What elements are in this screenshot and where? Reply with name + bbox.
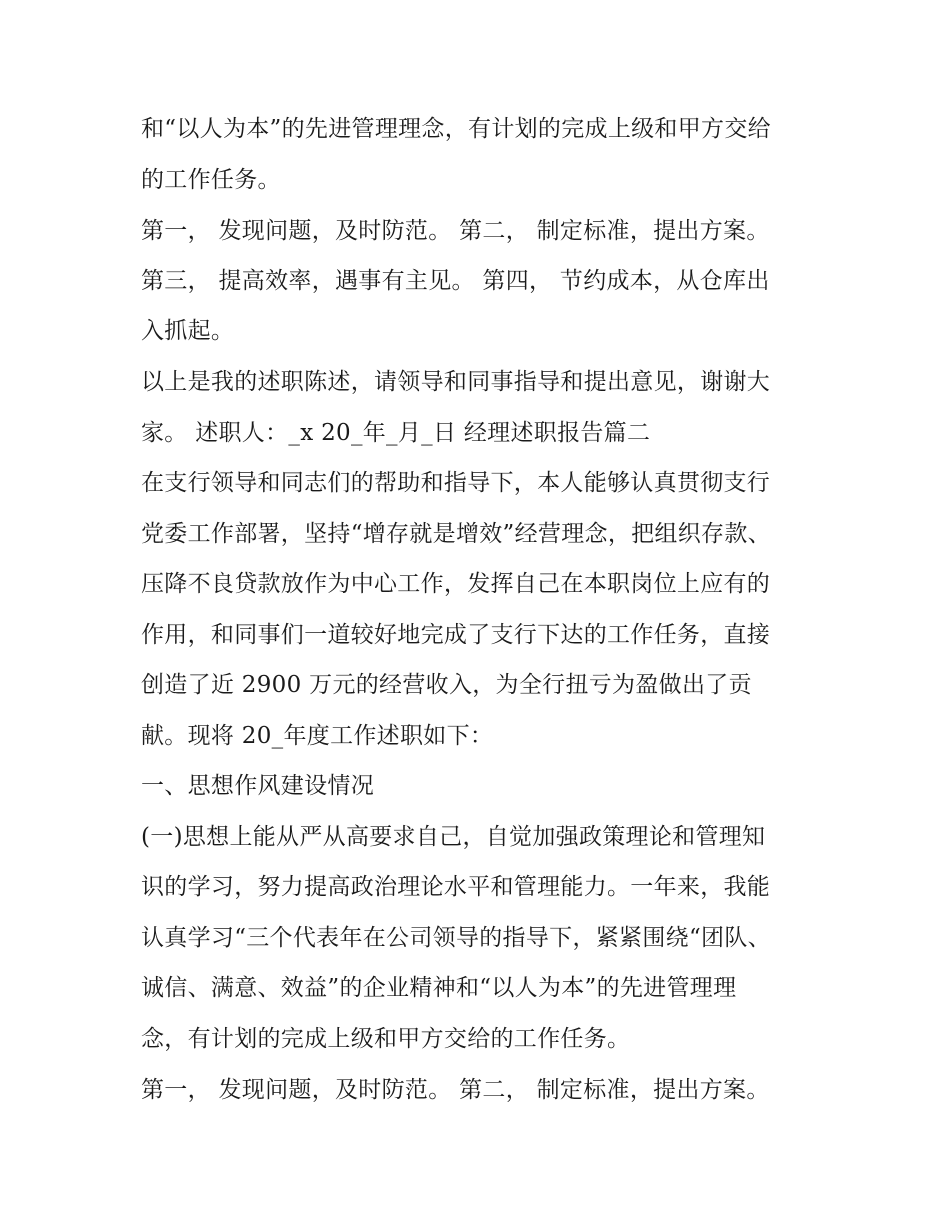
text-line: 念，有计划的完成上级和甲方交给的工作任务。 (141, 1026, 631, 1052)
text-line: 党委工作部署，坚持“增存就是增效”经营理念，把组织存款、 (141, 521, 771, 547)
text-line: 第一， 发现问题，及时防范。 第二， 制定标准，提出方案。 (141, 1077, 770, 1103)
text-line: (一)思想上能从严从高要求自己，自觉加强政策理论和管理知 (141, 824, 766, 850)
text-line: 识的学习，努力提高政治理论水平和管理能力。一年来，我能 (141, 874, 771, 900)
text-line: 第一， 发现问题，及时防范。 第二， 制定标准，提出方案。 (141, 218, 770, 244)
text-line: 献。现将 20_年度工作述职如下： (141, 723, 494, 749)
text-line: 的工作任务。 (141, 167, 281, 193)
text-line: 以上是我的述职陈述，请领导和同事指导和提出意见，谢谢大 (141, 369, 771, 395)
text-line: 在支行领导和同志们的帮助和指导下，本人能够认真贯彻支行 (141, 470, 771, 496)
text-line: 作用，和同事们一道较好地完成了支行下达的工作任务，直接 (141, 622, 771, 648)
text-line: 和“以人为本”的先进管理理念，有计划的完成上级和甲方交给 (141, 116, 771, 142)
text-line: 认真学习“三个代表年在公司领导的指导下，紧紧围绕“团队、 (141, 925, 771, 951)
section-heading: 一、思想作风建设情况 (141, 773, 374, 799)
text-line: 压降不良贷款放作为中心工作，发挥自己在本职岗位上应有的 (141, 571, 771, 597)
text-line: 入抓起。 (141, 318, 235, 344)
text-line: 第三， 提高效率，遇事有主见。 第四， 节约成本，从仓库出 (141, 268, 770, 294)
text-line: 诚信、满意、效益”的企业精神和“以人为本”的先进管理理 (141, 975, 737, 1001)
text-line: 家。 述职人：_x 20_年_月_日 经理述职报告篇二 (141, 420, 651, 446)
text-line: 创造了近 2900 万元的经营收入，为全行扭亏为盈做出了贡 (141, 672, 752, 698)
